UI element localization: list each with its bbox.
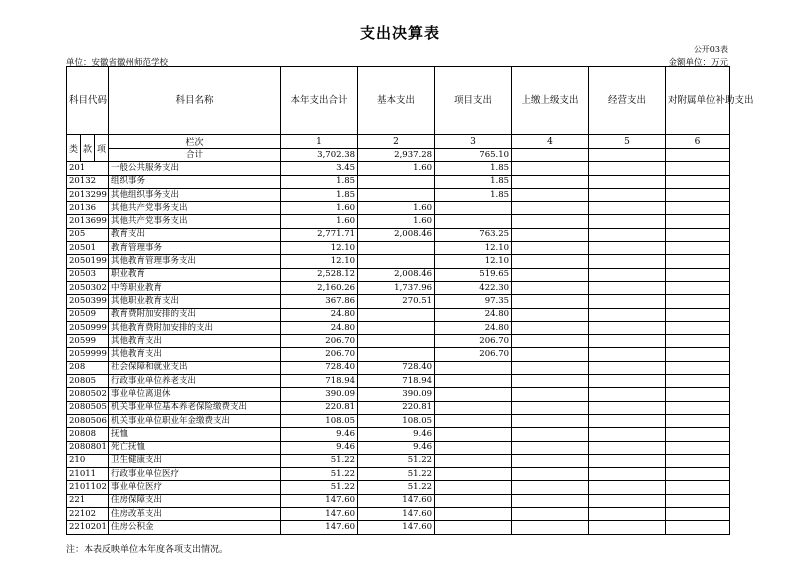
amount-cell	[435, 481, 512, 494]
subject-name: 其他教育费附加安排的支出	[109, 321, 281, 334]
amount-cell	[589, 268, 666, 281]
amount-cell: 519.65	[435, 268, 512, 281]
amount-cell	[666, 321, 730, 334]
subheader-kuan: 款	[81, 135, 95, 162]
subject-code: 2080801	[67, 441, 109, 454]
subject-name: 一般公共服务支出	[109, 162, 281, 175]
amount-cell: 206.70	[435, 335, 512, 348]
amount-cell	[589, 414, 666, 427]
amount-cell	[589, 175, 666, 188]
amount-cell: 206.70	[281, 348, 358, 361]
amount-cell: 728.40	[358, 361, 435, 374]
subject-code: 2050199	[67, 255, 109, 268]
subject-code: 210	[67, 454, 109, 467]
amount-cell: 220.81	[358, 401, 435, 414]
amount-cell: 147.60	[281, 494, 358, 507]
subject-name: 教育费附加安排的支出	[109, 308, 281, 321]
amount-cell	[589, 308, 666, 321]
table-row	[67, 361, 730, 374]
amount-cell: 220.81	[281, 401, 358, 414]
amount-cell	[589, 494, 666, 507]
col-index-4: 4	[512, 135, 589, 149]
amount-cell: 2,771.71	[281, 228, 358, 241]
subject-code: 20509	[67, 308, 109, 321]
subject-name: 机关事业单位基本养老保险缴费支出	[109, 401, 281, 414]
amount-cell	[666, 494, 730, 507]
amount-cell	[589, 295, 666, 308]
amount-cell: 1.60	[281, 215, 358, 228]
subject-code: 2080505	[67, 401, 109, 414]
amount-cell: 728.40	[281, 361, 358, 374]
column-index-row	[67, 135, 730, 149]
amount-cell: 1.85	[435, 162, 512, 175]
amount-cell	[358, 348, 435, 361]
amount-cell	[666, 228, 730, 241]
amount-cell: 206.70	[435, 348, 512, 361]
amount-cell	[358, 188, 435, 201]
table-row	[67, 215, 730, 228]
amount-cell: 9.46	[281, 428, 358, 441]
amount-cell: 147.60	[358, 508, 435, 521]
amount-cell	[512, 481, 589, 494]
amount-cell: 1.60	[281, 202, 358, 215]
amount-cell	[666, 202, 730, 215]
subject-name: 职业教育	[109, 268, 281, 281]
amount-cell	[589, 481, 666, 494]
amount-cell: 24.80	[281, 308, 358, 321]
subject-code: 221	[67, 494, 109, 507]
table-row	[67, 494, 730, 507]
amount-cell	[666, 428, 730, 441]
header-col4: 上缴上级支出	[512, 67, 589, 135]
amount-cell: 1.85	[435, 175, 512, 188]
subject-code: 20805	[67, 375, 109, 388]
amount-cell	[589, 454, 666, 467]
amount-cell	[666, 375, 730, 388]
amount-cell	[589, 162, 666, 175]
amount-cell: 422.30	[435, 281, 512, 294]
amount-cell: 390.09	[281, 388, 358, 401]
table-row	[67, 441, 730, 454]
amount-cell	[512, 188, 589, 201]
amount-cell	[435, 401, 512, 414]
amount-cell	[666, 188, 730, 201]
amount-cell: 1.60	[358, 162, 435, 175]
amount-cell: 9.46	[358, 441, 435, 454]
subject-code: 2059999	[67, 348, 109, 361]
amount-cell: 51.22	[358, 481, 435, 494]
amount-cell: 2,160.26	[281, 281, 358, 294]
amount-cell: 147.60	[358, 521, 435, 534]
table-row	[67, 308, 730, 321]
amount-cell: 1.85	[281, 175, 358, 188]
amount-cell: 12.10	[281, 242, 358, 255]
amount-cell	[512, 521, 589, 534]
subject-name: 死亡抚恤	[109, 441, 281, 454]
amount-cell	[666, 335, 730, 348]
subheader-xiang: 项	[95, 135, 109, 162]
amount-cell	[666, 295, 730, 308]
subject-code: 2101102	[67, 481, 109, 494]
col-index-6: 6	[666, 135, 730, 149]
amount-cell	[666, 468, 730, 481]
subject-name: 卫生健康支出	[109, 454, 281, 467]
amount-cell	[666, 281, 730, 294]
subject-name: 其他教育支出	[109, 348, 281, 361]
amount-cell	[589, 202, 666, 215]
subject-name: 其他教育管理事务支出	[109, 255, 281, 268]
amount-cell	[666, 441, 730, 454]
amount-cell: 1.85	[435, 188, 512, 201]
subject-name: 行政事业单位医疗	[109, 468, 281, 481]
amount-cell	[435, 468, 512, 481]
amount-cell	[512, 228, 589, 241]
amount-cell	[512, 281, 589, 294]
amount-cell: 2,528.12	[281, 268, 358, 281]
table-body	[67, 162, 730, 534]
amount-cell	[589, 401, 666, 414]
amount-cell	[512, 202, 589, 215]
amount-cell	[666, 175, 730, 188]
amount-cell: 12.10	[281, 255, 358, 268]
amount-cell: 24.80	[435, 308, 512, 321]
amount-cell	[435, 361, 512, 374]
amount-cell: 147.60	[281, 521, 358, 534]
amount-cell: 367.86	[281, 295, 358, 308]
table-row	[67, 508, 730, 521]
amount-cell	[358, 308, 435, 321]
amount-cell: 108.05	[358, 414, 435, 427]
subject-code: 22102	[67, 508, 109, 521]
amount-cell	[358, 242, 435, 255]
subheader-lei: 类	[67, 135, 81, 162]
amount-cell	[435, 202, 512, 215]
amount-cell	[435, 388, 512, 401]
table-row	[67, 242, 730, 255]
subject-name: 中等职业教育	[109, 281, 281, 294]
amount-cell	[512, 215, 589, 228]
amount-cell: 12.10	[435, 255, 512, 268]
subject-name: 教育管理事务	[109, 242, 281, 255]
amount-cell	[358, 321, 435, 334]
subject-name: 其他职业教育支出	[109, 295, 281, 308]
amount-cell	[512, 414, 589, 427]
subject-name: 组织事务	[109, 175, 281, 188]
footnote: 注：本表反映单位本年度各项支出情况。	[66, 545, 229, 555]
table-row	[67, 481, 730, 494]
subject-name: 其他教育支出	[109, 335, 281, 348]
subject-name: 其他共产党事务支出	[109, 215, 281, 228]
amount-cell	[589, 255, 666, 268]
amount-cell: 24.80	[435, 321, 512, 334]
subject-name: 教育支出	[109, 228, 281, 241]
subject-code: 205	[67, 228, 109, 241]
table-row	[67, 188, 730, 201]
subject-code: 20503	[67, 268, 109, 281]
header-col1: 本年支出合计	[281, 67, 358, 135]
amount-cell: 2,008.46	[358, 268, 435, 281]
amount-cell	[512, 255, 589, 268]
table-row	[67, 281, 730, 294]
table-row	[67, 335, 730, 348]
subject-code: 2080502	[67, 388, 109, 401]
amount-cell: 1.60	[358, 202, 435, 215]
amount-cell	[435, 375, 512, 388]
amount-cell	[589, 521, 666, 534]
table-row	[67, 228, 730, 241]
table-row	[67, 202, 730, 215]
amount-cell	[512, 162, 589, 175]
amount-cell: 206.70	[281, 335, 358, 348]
header-col5: 经营支出	[589, 67, 666, 135]
amount-cell	[358, 255, 435, 268]
subject-code: 2050999	[67, 321, 109, 334]
amount-cell	[666, 308, 730, 321]
col-index-1: 1	[281, 135, 358, 149]
table-row	[67, 295, 730, 308]
amount-cell	[666, 242, 730, 255]
amount-cell	[589, 348, 666, 361]
subject-name: 行政事业单位养老支出	[109, 375, 281, 388]
amount-cell	[512, 428, 589, 441]
subject-code: 2050399	[67, 295, 109, 308]
amount-cell	[589, 388, 666, 401]
amount-cell	[512, 401, 589, 414]
subject-name: 社会保障和就业支出	[109, 361, 281, 374]
amount-cell	[512, 468, 589, 481]
amount-cell	[435, 494, 512, 507]
table-row	[67, 428, 730, 441]
subject-name: 住房公积金	[109, 521, 281, 534]
subject-code: 20808	[67, 428, 109, 441]
amount-cell	[435, 454, 512, 467]
col-index-3: 3	[435, 135, 512, 149]
amount-cell	[435, 428, 512, 441]
expenditure-table	[66, 66, 754, 535]
amount-cell	[512, 494, 589, 507]
subject-code: 20599	[67, 335, 109, 348]
subject-name: 事业单位离退休	[109, 388, 281, 401]
amount-cell	[512, 361, 589, 374]
total-value: 765.10	[435, 149, 512, 162]
table-row	[67, 521, 730, 534]
total-value	[666, 149, 730, 162]
amount-cell	[589, 242, 666, 255]
amount-cell: 718.94	[281, 375, 358, 388]
table-row	[67, 454, 730, 467]
amount-cell: 3.45	[281, 162, 358, 175]
amount-cell	[666, 255, 730, 268]
amount-cell	[589, 188, 666, 201]
amount-cell	[589, 281, 666, 294]
amount-cell: 390.09	[358, 388, 435, 401]
amount-cell	[512, 321, 589, 334]
subject-code: 20132	[67, 175, 109, 188]
subject-code: 2013299	[67, 188, 109, 201]
subject-code: 2080506	[67, 414, 109, 427]
total-row	[67, 149, 730, 162]
form-number: 公开03表	[693, 45, 728, 54]
lanci-label: 栏次	[109, 135, 281, 149]
subject-code: 20136	[67, 202, 109, 215]
total-value	[589, 149, 666, 162]
amount-cell	[512, 508, 589, 521]
amount-cell	[435, 521, 512, 534]
amount-cell	[666, 162, 730, 175]
amount-cell: 718.94	[358, 375, 435, 388]
header-col2: 基本支出	[358, 67, 435, 135]
amount-cell	[512, 388, 589, 401]
amount-cell: 270.51	[358, 295, 435, 308]
amount-cell: 51.22	[358, 468, 435, 481]
amount-cell: 51.22	[281, 468, 358, 481]
amount-cell: 9.46	[281, 441, 358, 454]
amount-cell	[358, 175, 435, 188]
total-value	[512, 149, 589, 162]
subject-code: 2013699	[67, 215, 109, 228]
table-row	[67, 468, 730, 481]
header-col6: 对附属单位补助支出	[666, 67, 730, 135]
amount-cell	[435, 441, 512, 454]
subject-code: 201	[67, 162, 109, 175]
amount-cell: 97.35	[435, 295, 512, 308]
subject-name: 其他共产党事务支出	[109, 202, 281, 215]
table-row	[67, 375, 730, 388]
subject-code: 20501	[67, 242, 109, 255]
amount-cell	[666, 521, 730, 534]
amount-cell: 9.46	[358, 428, 435, 441]
subject-name: 抚恤	[109, 428, 281, 441]
amount-cell	[666, 401, 730, 414]
table-row	[67, 268, 730, 281]
subject-code: 208	[67, 361, 109, 374]
amount-cell	[666, 348, 730, 361]
table-row	[67, 162, 730, 175]
amount-cell	[512, 335, 589, 348]
header-code: 科目代码	[67, 67, 109, 135]
amount-cell	[512, 454, 589, 467]
amount-cell	[512, 295, 589, 308]
page-title: 支出决算表	[359, 24, 440, 42]
amount-cell: 51.22	[281, 454, 358, 467]
amount-cell	[589, 321, 666, 334]
money-unit-label: 金额单位：万元	[668, 58, 728, 68]
amount-cell	[666, 268, 730, 281]
amount-cell	[666, 388, 730, 401]
amount-cell: 51.22	[358, 454, 435, 467]
amount-cell	[512, 441, 589, 454]
amount-cell	[666, 508, 730, 521]
amount-cell	[435, 508, 512, 521]
total-value: 2,937.28	[358, 149, 435, 162]
subject-name: 机关事业单位职业年金缴费支出	[109, 414, 281, 427]
amount-cell	[435, 215, 512, 228]
amount-cell	[589, 428, 666, 441]
amount-cell	[589, 215, 666, 228]
amount-cell	[589, 335, 666, 348]
amount-cell	[435, 414, 512, 427]
table-row	[67, 388, 730, 401]
amount-cell: 147.60	[281, 508, 358, 521]
amount-cell	[666, 481, 730, 494]
amount-cell	[589, 508, 666, 521]
amount-cell: 12.10	[435, 242, 512, 255]
table-row	[67, 348, 730, 361]
amount-cell	[512, 242, 589, 255]
table-row	[67, 255, 730, 268]
amount-cell	[666, 454, 730, 467]
amount-cell: 2,008.46	[358, 228, 435, 241]
amount-cell	[512, 308, 589, 321]
table-row	[67, 321, 730, 334]
amount-cell: 24.80	[281, 321, 358, 334]
amount-cell: 1.60	[358, 215, 435, 228]
subject-name: 住房保障支出	[109, 494, 281, 507]
subject-code: 2210201	[67, 521, 109, 534]
header-name: 科目名称	[109, 67, 281, 135]
amount-cell	[589, 361, 666, 374]
subject-code: 21011	[67, 468, 109, 481]
subject-name: 事业单位医疗	[109, 481, 281, 494]
subject-name: 其他组织事务支出	[109, 188, 281, 201]
amount-cell	[512, 175, 589, 188]
header-row	[67, 67, 730, 135]
amount-cell: 1.85	[281, 188, 358, 201]
amount-cell: 1,737.96	[358, 281, 435, 294]
unit-label: 单位：安徽省徽州师范学校	[66, 58, 169, 68]
amount-cell	[512, 348, 589, 361]
amount-cell	[512, 375, 589, 388]
amount-cell	[666, 414, 730, 427]
col-index-5: 5	[589, 135, 666, 149]
subject-code: 2050302	[67, 281, 109, 294]
amount-cell	[589, 375, 666, 388]
header-col3: 项目支出	[435, 67, 512, 135]
total-value: 3,702.38	[281, 149, 358, 162]
amount-cell	[666, 361, 730, 374]
table-row	[67, 175, 730, 188]
amount-cell: 147.60	[358, 494, 435, 507]
subject-name: 住房改革支出	[109, 508, 281, 521]
amount-cell	[512, 268, 589, 281]
table-row	[67, 414, 730, 427]
amount-cell	[589, 441, 666, 454]
col-index-2: 2	[358, 135, 435, 149]
amount-cell: 51.22	[281, 481, 358, 494]
table-row	[67, 401, 730, 414]
total-label: 合计	[109, 149, 281, 162]
amount-cell: 108.05	[281, 414, 358, 427]
amount-cell: 763.25	[435, 228, 512, 241]
amount-cell	[589, 228, 666, 241]
amount-cell	[589, 468, 666, 481]
amount-cell	[666, 215, 730, 228]
amount-cell	[358, 335, 435, 348]
